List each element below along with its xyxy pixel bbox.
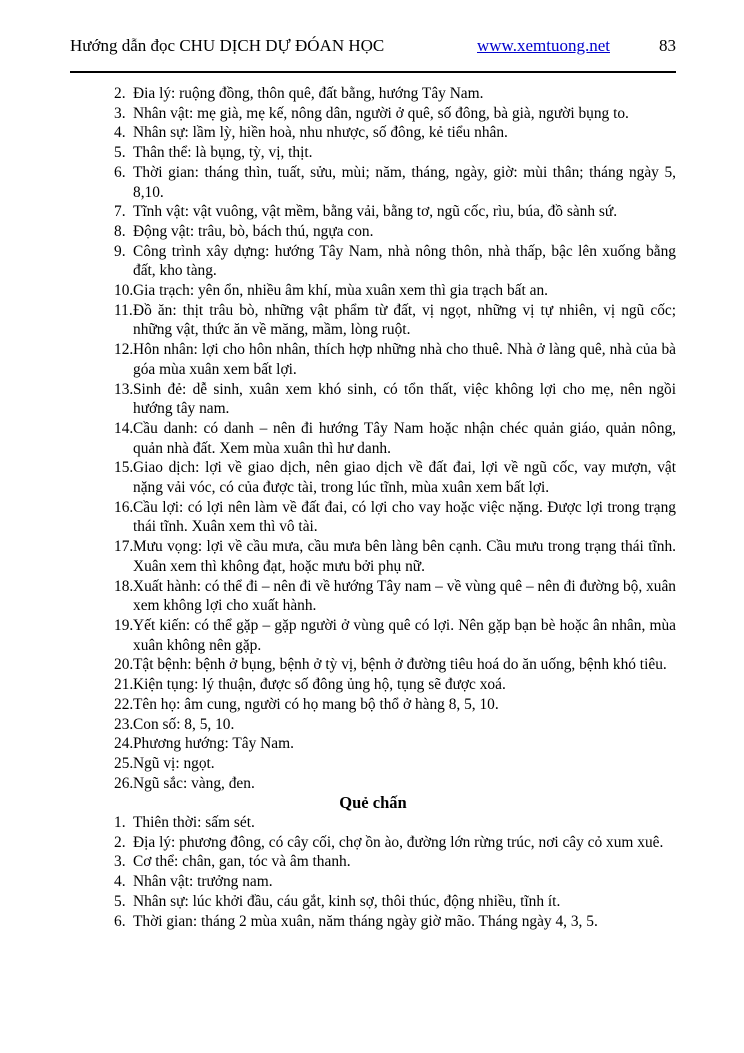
list-item — [70, 84, 676, 104]
list-item-text: Nhân sự: lúc khởi đầu, cáu gắt, kinh sợ, thôi thúc, động nhiều, tĩnh ít. — [133, 892, 561, 910]
list-item-text: Hôn nhân: lợi cho hôn nhân, thích hợp những nhà cho thuê. Nhà ở làng quê, nhà của bà góa mùa xuân xem bất lợi. — [133, 341, 676, 378]
list-item — [70, 715, 676, 735]
list-item-number: 9. — [114, 242, 126, 260]
section-heading: Quẻ chấn — [339, 793, 407, 813]
list-item — [70, 734, 676, 754]
list-item-number: 18. — [114, 577, 134, 595]
list-item — [70, 202, 676, 222]
list-item — [70, 754, 676, 774]
list-item-text: Tĩnh vật: vật vuông, vật mềm, bằng vải, bằng tơ, ngũ cốc, rìu, búa, đồ sành sứ. — [133, 203, 618, 221]
list-item-number: 7. — [114, 203, 126, 221]
list-item-number: 23. — [114, 715, 134, 733]
list-item-number: 16. — [114, 498, 134, 516]
list-item-text: Cơ thể: chân, gan, tóc và âm thanh. — [133, 853, 351, 871]
list-item-number: 26. — [114, 774, 134, 792]
list-item-text: Xuất hành: có thể đi – nên đi về hướng Tây nam – về vùng quê – nên đi đường bộ, xuân xem không lợi cho xuất hành. — [133, 577, 676, 615]
list-item-number: 10. — [114, 282, 134, 300]
list-item — [70, 675, 676, 695]
website-link[interactable]: www.xemtuong.net — [477, 36, 610, 55]
list-item-text: Thời gian: tháng thìn, tuất, sửu, mùi; năm, tháng, ngày, giờ: mùi thân; tháng ngày 5, 8,10. — [133, 163, 676, 201]
list-item — [70, 655, 676, 675]
list-item-text: Con số: 8, 5, 10. — [133, 715, 235, 733]
list-item — [70, 419, 676, 458]
list-item — [70, 301, 676, 340]
list-item — [70, 813, 676, 833]
page-header — [70, 0, 676, 56]
list-item-number: 15. — [114, 459, 134, 477]
que-chan-list — [70, 813, 676, 931]
list-item-number: 24. — [114, 735, 134, 753]
list-item-number: 14. — [114, 419, 134, 437]
list-item-text: Cầu lợi: có lợi nên làm về đất đai, có lợi cho vay hoặc việc nặng. Được lợi trong trạng thái tĩnh. Xuân xem thì vô tài. — [133, 498, 676, 536]
list-item — [70, 340, 676, 379]
list-item-number: 19. — [114, 616, 134, 634]
list-item — [70, 242, 676, 281]
list-item-number: 5. — [114, 892, 126, 910]
que-khon-list — [70, 84, 676, 793]
page-number: 83 — [659, 36, 676, 55]
list-item-text: Phương hướng: Tây Nam. — [133, 735, 294, 753]
list-item-number: 3. — [114, 853, 126, 871]
list-item-number: 3. — [114, 104, 126, 122]
list-item-text: Tên họ: âm cung, người có họ mang bộ thổ ở hàng 8, 5, 10. — [133, 695, 499, 713]
list-item-text: Công trình xây dựng: hướng Tây Nam, nhà nông thôn, nhà thấp, bậc lên xuống bằng đất, kho tàng. — [133, 242, 676, 280]
list-item — [70, 537, 676, 576]
list-item-number: 17. — [114, 538, 134, 556]
list-item-number: 12. — [114, 341, 134, 359]
list-item — [70, 577, 676, 616]
list-item-number: 13. — [114, 380, 134, 398]
list-item — [70, 104, 676, 124]
list-item-number: 2. — [114, 833, 126, 851]
list-item-number: 6. — [114, 163, 126, 181]
list-item — [70, 695, 676, 715]
list-item-text: Thời gian: tháng 2 mùa xuân, năm tháng ngày giờ mão. Tháng ngày 4, 3, 5. — [133, 912, 598, 930]
list-item-text: Cầu danh: có danh – nên đi hướng Tây Nam hoặc nhận chéc quản giáo, quản nông, quản nhà đất. Xem mùa xuân thì hư danh. — [133, 419, 676, 457]
list-item — [70, 163, 676, 202]
list-item-text: Nhân sự: lầm lỳ, hiền hoà, nhu nhược, số đông, kẻ tiểu nhân. — [133, 124, 508, 142]
body-text — [70, 84, 676, 931]
list-item — [70, 892, 676, 912]
list-item — [70, 872, 676, 892]
list-item-number: 5. — [114, 144, 126, 162]
list-item-text: Gia trạch: yên ổn, nhiều âm khí, mùa xuân xem thì gia trạch bất an. — [133, 282, 548, 300]
list-item-number: 21. — [114, 676, 134, 694]
list-item-number: 4. — [114, 124, 126, 142]
list-item-text: Thiên thời: sấm sét. — [133, 814, 255, 832]
list-item — [70, 852, 676, 872]
page-content — [70, 0, 676, 931]
list-item-number: 25. — [114, 754, 134, 772]
list-item — [70, 143, 676, 163]
list-item-text: Mưu vọng: lợi về cầu mưa, cầu mưa bên làng bên cạnh. Cầu mưu trong trạng thái tĩnh. Xuân xem thì không đạt, hoặc mưu bởi phụ nữ. — [133, 538, 676, 575]
list-item — [70, 774, 676, 794]
list-item-number: 6. — [114, 912, 126, 930]
list-item-text: Sinh đẻ: dễ sinh, xuân xem khó sinh, có tổn thất, việc không lợi cho mẹ, nên ngồi hướng tây nam. — [133, 380, 676, 418]
list-item — [70, 912, 676, 932]
list-item — [70, 498, 676, 537]
list-item-text: Giao dịch: lợi về giao dịch, nên giao dịch về đất đai, lợi về ngũ cốc, vay mượn, vật nặng vải vóc, có của được tài, trong lúc tĩnh, mùa xuân xem bất lợi. — [133, 459, 676, 497]
list-item-number: 20. — [114, 656, 134, 674]
list-item — [70, 458, 676, 497]
list-item — [70, 222, 676, 242]
list-item-number: 11. — [114, 301, 133, 319]
list-item-text: Đia lý: ruộng đồng, thôn quê, đất bằng, hướng Tây Nam. — [133, 85, 484, 102]
list-item-text: Ngũ sắc: vàng, đen. — [133, 774, 255, 792]
list-item-text: Nhân vật: mẹ già, mẹ kế, nông dân, người ở quê, số đông, bà già, người bụng to. — [133, 104, 629, 122]
list-item-text: Ngũ vị: ngọt. — [133, 754, 215, 772]
list-item — [70, 380, 676, 419]
list-item-text: Kiện tụng: lý thuận, được số đông ủng hộ, tụng sẽ được xoá. — [133, 676, 506, 694]
list-item-text: Tật bệnh: bệnh ở bụng, bệnh ở tỳ vị, bệnh ở đường tiêu hoá do ăn uống, bệnh khó tiêu. — [133, 656, 667, 674]
list-item-number: 22. — [114, 695, 134, 713]
list-item-number: 4. — [114, 873, 126, 891]
list-item-text: Địa lý: phương đông, có cây cối, chợ ồn ào, đường lớn rừng trúc, nơi cây cỏ xum xuê. — [133, 833, 664, 851]
list-item-text: Thân thể: là bụng, tỳ, vị, thịt. — [133, 144, 313, 162]
list-item-text: Yết kiến: có thể gặp – gặp người ở vùng quê có lợi. Nên gặp bạn bè hoặc ân nhân, mùa xuân không nên gặp. — [133, 616, 676, 654]
list-item-text: Nhân vật: trưởng nam. — [133, 873, 273, 891]
header-title: Hướng dẫn đọc CHU DỊCH DỰ ĐÓAN HỌC — [70, 36, 385, 55]
list-item-number: 1. — [114, 814, 126, 832]
list-item-number: 8. — [114, 222, 126, 240]
list-item — [70, 281, 676, 301]
list-item — [70, 616, 676, 655]
list-item — [70, 833, 676, 853]
header-right — [477, 36, 676, 56]
list-item-text: Đồ ăn: thịt trâu bò, những vật phẩm từ đất, vị ngọt, những vị tự nhiên, vị ngũ cốc; những vật, thức ăn về măng, mầm, lòng ruột. — [133, 301, 676, 339]
list-item — [70, 123, 676, 143]
list-item-text: Động vật: trâu, bò, bách thú, ngựa con. — [133, 222, 374, 240]
list-item-number: 2. — [114, 85, 126, 102]
header-divider — [70, 71, 676, 73]
